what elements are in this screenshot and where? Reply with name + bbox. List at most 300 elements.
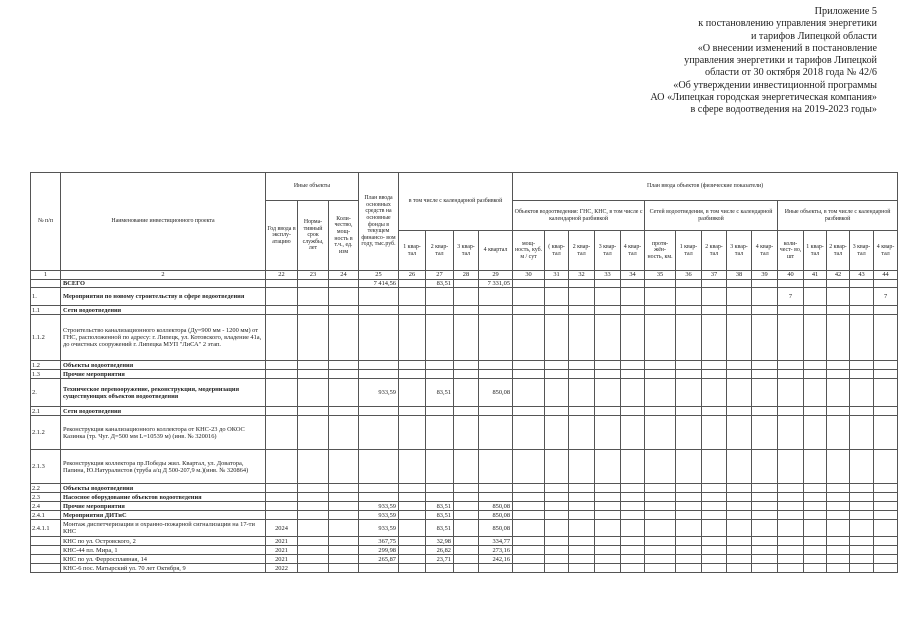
cell-q2 <box>426 484 454 493</box>
cell-god <box>266 484 298 493</box>
empty-cell <box>727 520 752 537</box>
cell-q1 <box>399 288 426 306</box>
empty-cell <box>621 407 645 416</box>
empty-cell <box>676 416 702 450</box>
cell-g3q4 <box>874 493 898 502</box>
cell-num <box>31 537 61 546</box>
empty-cell <box>513 564 545 573</box>
cell-name: КНС-6 пос. Матырский ул. 70 лет Октября, 9 <box>61 564 266 573</box>
empty-cell <box>569 288 595 306</box>
empty-cell <box>702 361 727 370</box>
empty-cell <box>513 555 545 564</box>
cell-name: Объекты водоотведения <box>61 361 266 370</box>
empty-cell <box>676 379 702 407</box>
empty-cell <box>702 520 727 537</box>
empty-cell <box>645 450 676 484</box>
empty-cell <box>676 493 702 502</box>
header-line: «Об утверждении инвестиционной программы <box>673 79 877 91</box>
column-number-cell: 40 <box>778 271 804 280</box>
empty-cell <box>727 306 752 315</box>
empty-cell <box>827 537 850 546</box>
empty-cell <box>804 416 827 450</box>
cell-g3q4: 7 <box>874 288 898 306</box>
empty-cell <box>298 450 329 484</box>
empty-cell <box>545 537 569 546</box>
cell-q4 <box>479 493 513 502</box>
empty-cell <box>702 502 727 511</box>
empty-cell <box>545 450 569 484</box>
empty-cell <box>569 315 595 361</box>
column-number-cell: 22 <box>266 271 298 280</box>
cell-plan <box>359 288 399 306</box>
cell-god <box>266 315 298 361</box>
empty-cell <box>702 288 727 306</box>
column-number-cell: 32 <box>569 271 595 280</box>
empty-cell <box>621 288 645 306</box>
cell-q1 <box>399 502 426 511</box>
cell-q2: 83,51 <box>426 520 454 537</box>
cell-q2 <box>426 370 454 379</box>
empty-cell <box>804 520 827 537</box>
empty-cell <box>702 306 727 315</box>
empty-cell <box>752 407 778 416</box>
empty-cell <box>545 520 569 537</box>
empty-cell <box>702 511 727 520</box>
empty-cell <box>569 379 595 407</box>
table-row <box>31 407 898 416</box>
empty-cell <box>804 555 827 564</box>
empty-cell <box>804 379 827 407</box>
cell-num: 2.1.3 <box>31 450 61 484</box>
empty-cell <box>827 315 850 361</box>
cell-name: КНС по ул. Островского, 2 <box>61 537 266 546</box>
empty-cell <box>827 379 850 407</box>
cell-god <box>266 511 298 520</box>
cell-god <box>266 502 298 511</box>
empty-cell <box>827 511 850 520</box>
empty-cell <box>827 370 850 379</box>
empty-cell <box>752 537 778 546</box>
cell-num: 1.3 <box>31 370 61 379</box>
empty-cell <box>298 379 329 407</box>
header-line: управления энергетики и тарифов Липецкой <box>684 55 877 67</box>
column-number-cell: 37 <box>702 271 727 280</box>
table-row <box>31 502 898 511</box>
cell-q3 <box>454 280 479 288</box>
table-row <box>31 450 898 484</box>
cell-q1 <box>399 546 426 555</box>
cell-q1 <box>399 280 426 288</box>
empty-cell <box>645 407 676 416</box>
empty-cell <box>298 502 329 511</box>
col-header-g2-q1: 1 квар- тал <box>676 231 702 271</box>
empty-cell <box>752 306 778 315</box>
cell-name: Сети водоотведения <box>61 407 266 416</box>
empty-cell <box>595 280 621 288</box>
table-row <box>31 555 898 564</box>
empty-cell <box>545 511 569 520</box>
header-line: АО «Липецкая городская энергетическая компания» <box>650 92 877 104</box>
column-number-cell: 36 <box>676 271 702 280</box>
table-row <box>31 280 898 288</box>
empty-cell <box>569 511 595 520</box>
cell-q3 <box>454 288 479 306</box>
empty-cell <box>752 450 778 484</box>
cell-g3q4 <box>874 546 898 555</box>
empty-cell <box>513 361 545 370</box>
cell-g3q4 <box>874 502 898 511</box>
cell-name: КНС по ул. Ферросплавная, 14 <box>61 555 266 564</box>
empty-cell <box>545 370 569 379</box>
empty-cell <box>513 315 545 361</box>
cell-god <box>266 416 298 450</box>
empty-cell <box>804 502 827 511</box>
empty-cell <box>621 520 645 537</box>
column-number-cell: 33 <box>595 271 621 280</box>
cell-plan: 933,59 <box>359 379 399 407</box>
empty-cell <box>752 416 778 450</box>
col-header-g1-power: мощ- ность, куб. м / сут <box>513 231 545 271</box>
header-line: и тарифов Липецкой области <box>750 30 877 42</box>
empty-cell <box>621 564 645 573</box>
cell-q3 <box>454 502 479 511</box>
table-row <box>31 546 898 555</box>
empty-cell <box>850 537 874 546</box>
cell-plan <box>359 484 399 493</box>
empty-cell <box>804 564 827 573</box>
table-row <box>31 484 898 493</box>
table-row <box>31 361 898 370</box>
header-line: области от 30 октября 2018 года № 42/6 <box>705 67 877 79</box>
cell-plan <box>359 361 399 370</box>
empty-cell <box>727 407 752 416</box>
cell-g3qty <box>778 564 804 573</box>
cell-plan <box>359 315 399 361</box>
empty-cell <box>702 537 727 546</box>
empty-cell <box>298 370 329 379</box>
col-header-q2: 2 квар- тал <box>426 231 454 271</box>
empty-cell <box>727 555 752 564</box>
empty-cell <box>804 450 827 484</box>
col-header-normative: Норма- тивный срок службы, лет <box>298 201 329 271</box>
empty-cell <box>804 407 827 416</box>
cell-q3 <box>454 315 479 361</box>
cell-num: 2.2 <box>31 484 61 493</box>
empty-cell <box>595 306 621 315</box>
empty-cell <box>804 306 827 315</box>
empty-cell <box>595 370 621 379</box>
cell-g3qty <box>778 306 804 315</box>
empty-cell <box>621 416 645 450</box>
cell-q4 <box>479 416 513 450</box>
cell-name: Монтаж диспетчеризации и охранно-пожарной сигнализации на 17-ти КНС <box>61 520 266 537</box>
cell-g3q4 <box>874 416 898 450</box>
cell-god <box>266 407 298 416</box>
empty-cell <box>298 416 329 450</box>
cell-god: 2021 <box>266 537 298 546</box>
empty-cell <box>545 379 569 407</box>
cell-g3qty <box>778 416 804 450</box>
empty-cell <box>298 537 329 546</box>
column-number-cell: 41 <box>804 271 827 280</box>
table-row <box>31 288 898 306</box>
cell-g3qty <box>778 407 804 416</box>
column-number-cell: 29 <box>479 271 513 280</box>
empty-cell <box>850 379 874 407</box>
empty-cell <box>545 484 569 493</box>
empty-cell <box>621 511 645 520</box>
cell-g3qty <box>778 546 804 555</box>
empty-cell <box>804 511 827 520</box>
cell-g3q4 <box>874 407 898 416</box>
cell-q1 <box>399 493 426 502</box>
empty-cell <box>329 511 359 520</box>
empty-cell <box>727 484 752 493</box>
cell-q2 <box>426 361 454 370</box>
cell-name: Техническое перевооружение, реконструкция, модернизация существующих объектов водоотведения <box>61 379 266 407</box>
empty-cell <box>645 493 676 502</box>
cell-plan <box>359 407 399 416</box>
cell-g3qty: 7 <box>778 288 804 306</box>
cell-g3q4 <box>874 511 898 520</box>
cell-q4 <box>479 484 513 493</box>
empty-cell <box>595 493 621 502</box>
empty-cell <box>727 370 752 379</box>
empty-cell <box>298 493 329 502</box>
cell-god <box>266 379 298 407</box>
empty-cell <box>702 555 727 564</box>
empty-cell <box>595 546 621 555</box>
cell-q1 <box>399 520 426 537</box>
empty-cell <box>298 280 329 288</box>
empty-cell <box>298 564 329 573</box>
empty-cell <box>702 370 727 379</box>
empty-cell <box>827 416 850 450</box>
empty-cell <box>850 416 874 450</box>
empty-cell <box>569 416 595 450</box>
cell-q3 <box>454 546 479 555</box>
col-header-quantity: Коли- чество, мощ- ность в т.ч., ед. изм <box>329 201 359 271</box>
empty-cell <box>298 407 329 416</box>
empty-cell <box>727 288 752 306</box>
col-header-g3-q2: 2 квар- тал <box>827 231 850 271</box>
empty-cell <box>850 407 874 416</box>
empty-cell <box>850 564 874 573</box>
cell-god <box>266 361 298 370</box>
cell-plan: 933,59 <box>359 502 399 511</box>
column-number-cell: 42 <box>827 271 850 280</box>
cell-name: Строительство канализационного коллектора (Ду=900 мм - 1200 мм) от ГНС, расположенной по адресу: г. Липецк, ул. Котовского, владение 41а, до очистных сооружений г. Липецка МУП "ЛиСА" 2 этап. <box>61 315 266 361</box>
cell-plan: 265,87 <box>359 555 399 564</box>
cell-g3qty <box>778 555 804 564</box>
cell-q1 <box>399 564 426 573</box>
empty-cell <box>513 416 545 450</box>
cell-num: 1.2 <box>31 361 61 370</box>
empty-cell <box>298 511 329 520</box>
empty-cell <box>827 288 850 306</box>
cell-g3q4 <box>874 564 898 573</box>
cell-num <box>31 546 61 555</box>
empty-cell <box>545 564 569 573</box>
empty-cell <box>569 502 595 511</box>
empty-cell <box>702 564 727 573</box>
empty-cell <box>329 502 359 511</box>
cell-q2: 83,51 <box>426 379 454 407</box>
empty-cell <box>645 564 676 573</box>
empty-cell <box>569 555 595 564</box>
empty-cell <box>298 520 329 537</box>
empty-cell <box>645 520 676 537</box>
cell-q2: 23,71 <box>426 555 454 564</box>
empty-cell <box>621 306 645 315</box>
empty-cell <box>850 288 874 306</box>
cell-q3 <box>454 484 479 493</box>
cell-q3 <box>454 450 479 484</box>
cell-name: ВСЕГО <box>61 280 266 288</box>
col-header-g3-q3: 3 квар- тал <box>850 231 874 271</box>
empty-cell <box>827 484 850 493</box>
cell-god <box>266 306 298 315</box>
empty-cell <box>329 280 359 288</box>
cell-q2 <box>426 306 454 315</box>
table-row <box>31 520 898 537</box>
col-header-name: Наименование инвестиционного проекта <box>61 173 266 271</box>
column-number-cell: 34 <box>621 271 645 280</box>
header-line: к постановлению управления энергетики <box>698 18 877 30</box>
cell-q2 <box>426 493 454 502</box>
empty-cell <box>298 546 329 555</box>
empty-cell <box>676 315 702 361</box>
cell-g3qty <box>778 315 804 361</box>
col-header-q1: 1 квар- тал <box>399 231 426 271</box>
cell-g3q4 <box>874 555 898 564</box>
empty-cell <box>513 450 545 484</box>
cell-plan: 933,59 <box>359 511 399 520</box>
empty-cell <box>513 520 545 537</box>
empty-cell <box>827 555 850 564</box>
cell-num: 2.4.1 <box>31 511 61 520</box>
empty-cell <box>329 493 359 502</box>
cell-q3 <box>454 370 479 379</box>
empty-cell <box>513 407 545 416</box>
cell-q1 <box>399 484 426 493</box>
empty-cell <box>676 564 702 573</box>
empty-cell <box>298 306 329 315</box>
empty-cell <box>595 379 621 407</box>
empty-cell <box>329 520 359 537</box>
empty-cell <box>752 370 778 379</box>
empty-cell <box>513 484 545 493</box>
cell-q3 <box>454 379 479 407</box>
cell-num: 2.1.2 <box>31 416 61 450</box>
cell-num: 2.3 <box>31 493 61 502</box>
cell-g3qty <box>778 361 804 370</box>
empty-cell <box>595 537 621 546</box>
empty-cell <box>595 564 621 573</box>
cell-q3 <box>454 493 479 502</box>
cell-name: Реконструкция канализационного коллектора от КНС-23 до ОКОС Казинка (тр. Чуг. Д=500 мм L=10539 м) (инв. № 320016) <box>61 416 266 450</box>
empty-cell <box>804 315 827 361</box>
empty-cell <box>676 520 702 537</box>
empty-cell <box>621 537 645 546</box>
empty-cell <box>850 361 874 370</box>
empty-cell <box>298 315 329 361</box>
cell-q1 <box>399 361 426 370</box>
empty-cell <box>513 493 545 502</box>
empty-cell <box>545 315 569 361</box>
cell-plan <box>359 306 399 315</box>
cell-name: Сети водоотведения <box>61 306 266 315</box>
empty-cell <box>621 493 645 502</box>
column-number-cell: 31 <box>545 271 569 280</box>
cell-g3q4 <box>874 370 898 379</box>
empty-cell <box>621 370 645 379</box>
empty-cell <box>827 502 850 511</box>
cell-q4 <box>479 450 513 484</box>
empty-cell <box>752 484 778 493</box>
empty-cell <box>804 288 827 306</box>
cell-g3qty <box>778 450 804 484</box>
empty-cell <box>827 546 850 555</box>
empty-cell <box>727 450 752 484</box>
cell-g3qty <box>778 511 804 520</box>
cell-q4: 334,77 <box>479 537 513 546</box>
cell-q2 <box>426 407 454 416</box>
empty-cell <box>827 520 850 537</box>
cell-q1 <box>399 511 426 520</box>
cell-q2: 83,51 <box>426 511 454 520</box>
empty-cell <box>329 555 359 564</box>
cell-q1 <box>399 370 426 379</box>
cell-q3 <box>454 520 479 537</box>
table-row <box>31 379 898 407</box>
empty-cell <box>329 288 359 306</box>
empty-cell <box>569 370 595 379</box>
empty-cell <box>702 280 727 288</box>
cell-q4 <box>479 407 513 416</box>
empty-cell <box>595 315 621 361</box>
cell-name: КНС-44 пл. Мира, 1 <box>61 546 266 555</box>
column-number-cell: 25 <box>359 271 399 280</box>
cell-g3q4 <box>874 306 898 315</box>
column-number-cell: 24 <box>329 271 359 280</box>
empty-cell <box>727 511 752 520</box>
empty-cell <box>850 502 874 511</box>
cell-god <box>266 370 298 379</box>
empty-cell <box>727 379 752 407</box>
cell-g3q4 <box>874 537 898 546</box>
empty-cell <box>298 555 329 564</box>
cell-num: 1. <box>31 288 61 306</box>
col-header-g2-q3: 3 квар- тал <box>727 231 752 271</box>
empty-cell <box>645 502 676 511</box>
empty-cell <box>702 484 727 493</box>
cell-god <box>266 280 298 288</box>
empty-cell <box>645 361 676 370</box>
empty-cell <box>827 407 850 416</box>
cell-q3 <box>454 306 479 315</box>
empty-cell <box>621 379 645 407</box>
empty-cell <box>513 306 545 315</box>
header-line: в сфере водоотведения на 2019-2023 годы» <box>690 104 877 116</box>
cell-num <box>31 280 61 288</box>
empty-cell <box>645 416 676 450</box>
col-header-q4: 4 квартал <box>479 231 513 271</box>
empty-cell <box>595 416 621 450</box>
empty-cell <box>645 546 676 555</box>
empty-cell <box>727 361 752 370</box>
empty-cell <box>827 493 850 502</box>
